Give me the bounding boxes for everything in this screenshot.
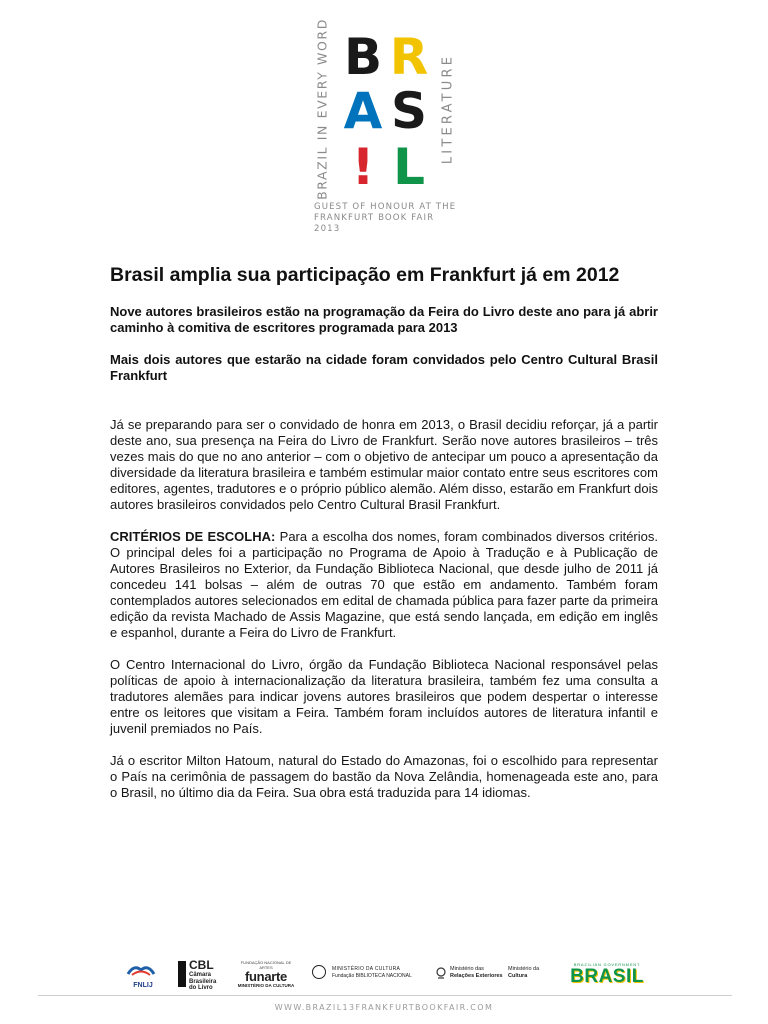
article-subtitle-2: Mais dois autores que estarão na cidade foram convidados pelo Centro Cultural Brasil Frankfurt bbox=[110, 352, 658, 383]
paragraph-3: O Centro Internacional do Livro, órgão da Fundação Biblioteca Nacional responsável pelas políticas de apoio à internacionalização da literatura brasileira, também fez uma consulta a tradutores alemães para indicar jovens autores brasileiros que podem despertar o interesse entre os leitores que visitam a Feira. Também foram incluídos autores de literatura infantil e juvenil premiados no País. bbox=[110, 657, 658, 736]
cbl-mark-icon bbox=[178, 961, 186, 987]
logo-left-vertical-text: BRAZIL IN EVERY WORD bbox=[314, 18, 330, 200]
brasil-literature-logo bbox=[305, 18, 465, 234]
logo-tagline bbox=[314, 202, 464, 235]
minc-line1: Ministério da bbox=[508, 966, 540, 972]
logo-letter-r: R bbox=[389, 28, 429, 86]
paragraph-2-text: Para a escolha dos nomes, foram combinados diversos critérios. O principal deles foi a participação no Programa de Apoio à Tradução e à Publicação de Autores Brasileiros no Exterior, da Fundação Biblioteca Nacional, que desde julho de 2011 já concedeu 141 bolsas – além de outras 70 que estão em andamento. Também foram contemplados autores selecionados em edital de chamada pública para fazer parte da primeira edição da revista Machado de Assis Magazine, que está sendo lançada, em edição em inglês e espanhol, durante a Feira do Livro de Frankfurt. bbox=[110, 529, 658, 640]
cbl-line2: Brasileira bbox=[189, 978, 217, 985]
logo-letter-b: B bbox=[343, 28, 383, 86]
bn-line1: MINISTÉRIO DA CULTURA bbox=[332, 966, 401, 972]
article-subtitle-1: Nove autores brasileiros estão na programação da Feira do Livro deste ano para já abrir caminho à comitiva de escritores programada para 2013 bbox=[110, 304, 658, 335]
logo-letter-s: S bbox=[390, 82, 427, 140]
brazilian-government-logo bbox=[562, 962, 652, 987]
sponsor-logos bbox=[120, 956, 655, 992]
funarte-bottom: MINISTÉRIO DA CULTURA bbox=[237, 983, 295, 988]
mre-emblem-icon bbox=[436, 966, 446, 980]
fnlij-logo bbox=[126, 962, 160, 989]
cbl-name: CBL bbox=[189, 958, 214, 972]
footer-divider bbox=[38, 995, 732, 996]
mre-line1: Ministério das bbox=[450, 966, 484, 972]
footer-url: WWW.BRAZIL13FRANKFURTBOOKFAIR.COM bbox=[274, 1003, 494, 1012]
logo-letter-a: A bbox=[343, 82, 383, 140]
paragraph-4: Já o escritor Milton Hatoum, natural do Estado do Amazonas, foi o escolhido para representar o País na cerimônia de passagem do bastão da Nova Zelândia, homenageada este ano, para o Brasil, no último dia da Feira. Sua obra está traduzida para 14 idiomas. bbox=[110, 753, 658, 800]
gov-brasil: BRASIL bbox=[570, 966, 644, 987]
bn-emblem-icon bbox=[312, 965, 326, 979]
fnlij-icon bbox=[126, 962, 156, 978]
logo-letter-exclamation: ! bbox=[351, 138, 375, 196]
paragraph-2-lead: CRITÉRIOS DE ESCOLHA: bbox=[110, 529, 276, 544]
article-body bbox=[110, 262, 658, 801]
fnlij-label: FNLIJ bbox=[133, 982, 153, 989]
bn-line2: Fundação BIBLIOTECA NACIONAL bbox=[332, 973, 412, 979]
article-title: Brasil amplia sua participação em Frankfurt já em 2012 bbox=[110, 264, 620, 286]
funarte-logo bbox=[236, 960, 296, 989]
minc-line2: Cultura bbox=[508, 972, 528, 979]
gov-top: BRAZILIAN GOVERNMENT bbox=[573, 962, 641, 967]
logo-tagline-line1: GUEST OF HONOUR AT THE bbox=[314, 202, 457, 212]
cbl-line3: do Livro bbox=[189, 985, 213, 991]
logo-tagline-line2: FRANKFURT BOOK FAIR 2013 bbox=[314, 213, 435, 234]
funarte-name: funarte bbox=[245, 969, 287, 984]
minc-logo bbox=[508, 966, 552, 979]
funarte-top: FUNDAÇÃO NACIONAL DE ARTES bbox=[240, 960, 292, 970]
paragraph-1: Já se preparando para ser o convidado de honra em 2013, o Brasil decidiu reforçar, já a partir deste ano, sua presença na Feira do Livro de Frankfurt. Serão nove autores brasileiros – três vezes mais do que no ano anterior – com o objetivo de antecipar um pouco a apresentação da diversidade da literatura brasileira e também estimular maior contato entre seus escritores com editores, agentes, tradutores e o próprio público alemão. Além disso, estarão em Frankfurt dois autores brasileiros convidados pelo Centro Cultural Brasil Frankfurt. bbox=[110, 417, 658, 512]
paragraph-2 bbox=[110, 529, 658, 641]
logo-letter-l: L bbox=[393, 138, 425, 196]
cbl-line1: Câmara bbox=[189, 972, 212, 978]
logo-right-vertical-text: LITERATURE bbox=[440, 53, 456, 165]
mre-line2: Relações Exteriores bbox=[450, 972, 503, 979]
